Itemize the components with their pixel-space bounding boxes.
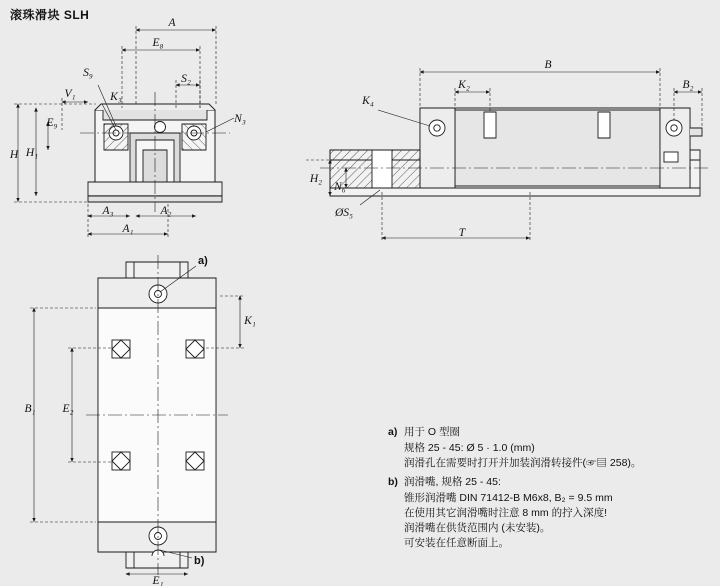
- dim-label-E1: E₁: [152, 575, 164, 586]
- dim-label-S5: ØS₅: [334, 207, 354, 219]
- front-view-geometry: [80, 92, 230, 212]
- footnote-a-line-1: 用于 O 型圈: [404, 426, 461, 438]
- footnote-b-line-3: 在使用其它润滑嘴时注意 8 mm 的拧入深度!: [404, 507, 608, 519]
- footnote-b-line-2: 锥形润滑嘴 DIN 71412-B M6x8, B₂ = 9.5 mm: [404, 492, 613, 504]
- footnote-b-line-4: 润滑嘴在供货范围内 (未安装)。: [404, 522, 551, 534]
- dim-label-B2: B₂: [682, 79, 694, 91]
- dim-label-E2: E₂: [62, 403, 74, 415]
- dim-label-A1: A₁: [122, 223, 134, 235]
- footnote-a-mark: a): [388, 426, 398, 438]
- dim-label-E9: E₉: [46, 117, 58, 129]
- dim-label-K1: K₁: [244, 315, 256, 327]
- footnote-b-line-5: 可安装在任意断面上。: [404, 537, 509, 549]
- footnote-b: [388, 475, 708, 490]
- dim-label-A: A: [168, 17, 176, 29]
- dim-label-A3: A₃: [102, 205, 114, 217]
- dim-label-B: B: [544, 59, 552, 71]
- footnote-a-line-2: 规格 25 - 45: Ø 5 · 1.0 (mm): [404, 442, 535, 454]
- dim-label-H2: H₂: [309, 173, 323, 185]
- dim-label-S9: S₉: [83, 67, 93, 79]
- dim-label-T: T: [458, 227, 466, 239]
- dim-label-A2: A₂: [160, 205, 172, 217]
- dim-label-E8: E₈: [152, 37, 164, 49]
- dim-label-S2: S₂: [181, 73, 191, 85]
- footnote-b-line-1: 润滑嘴, 规格 25 - 45:: [404, 476, 501, 488]
- dim-label-V1: V₁: [64, 88, 76, 100]
- footnote-a-line-3: 润滑孔在需要时打开并加装润滑转接件(☞▤ 258)。: [404, 457, 642, 469]
- footnote-b-mark: b): [388, 476, 398, 488]
- dim-label-K2: K₂: [458, 79, 470, 91]
- callout-a: a): [198, 255, 208, 267]
- dim-label-B1: B₁: [24, 403, 36, 415]
- dim-label-K3: K₃: [110, 91, 122, 103]
- dim-label-N6: N₆: [334, 181, 346, 193]
- top-view-geometry: [86, 255, 228, 575]
- dim-label-N3: N₃: [234, 113, 246, 125]
- side-view-geometry: [320, 108, 710, 196]
- footnote-a: [388, 425, 708, 440]
- page-title: 滚珠滑块 SLH: [10, 8, 90, 22]
- dim-label-K4: K₄: [362, 95, 374, 107]
- dim-label-H1: H₁: [25, 147, 39, 159]
- callout-b: b): [194, 555, 205, 567]
- footnotes: [388, 425, 708, 551]
- dim-label-H: H: [9, 149, 19, 161]
